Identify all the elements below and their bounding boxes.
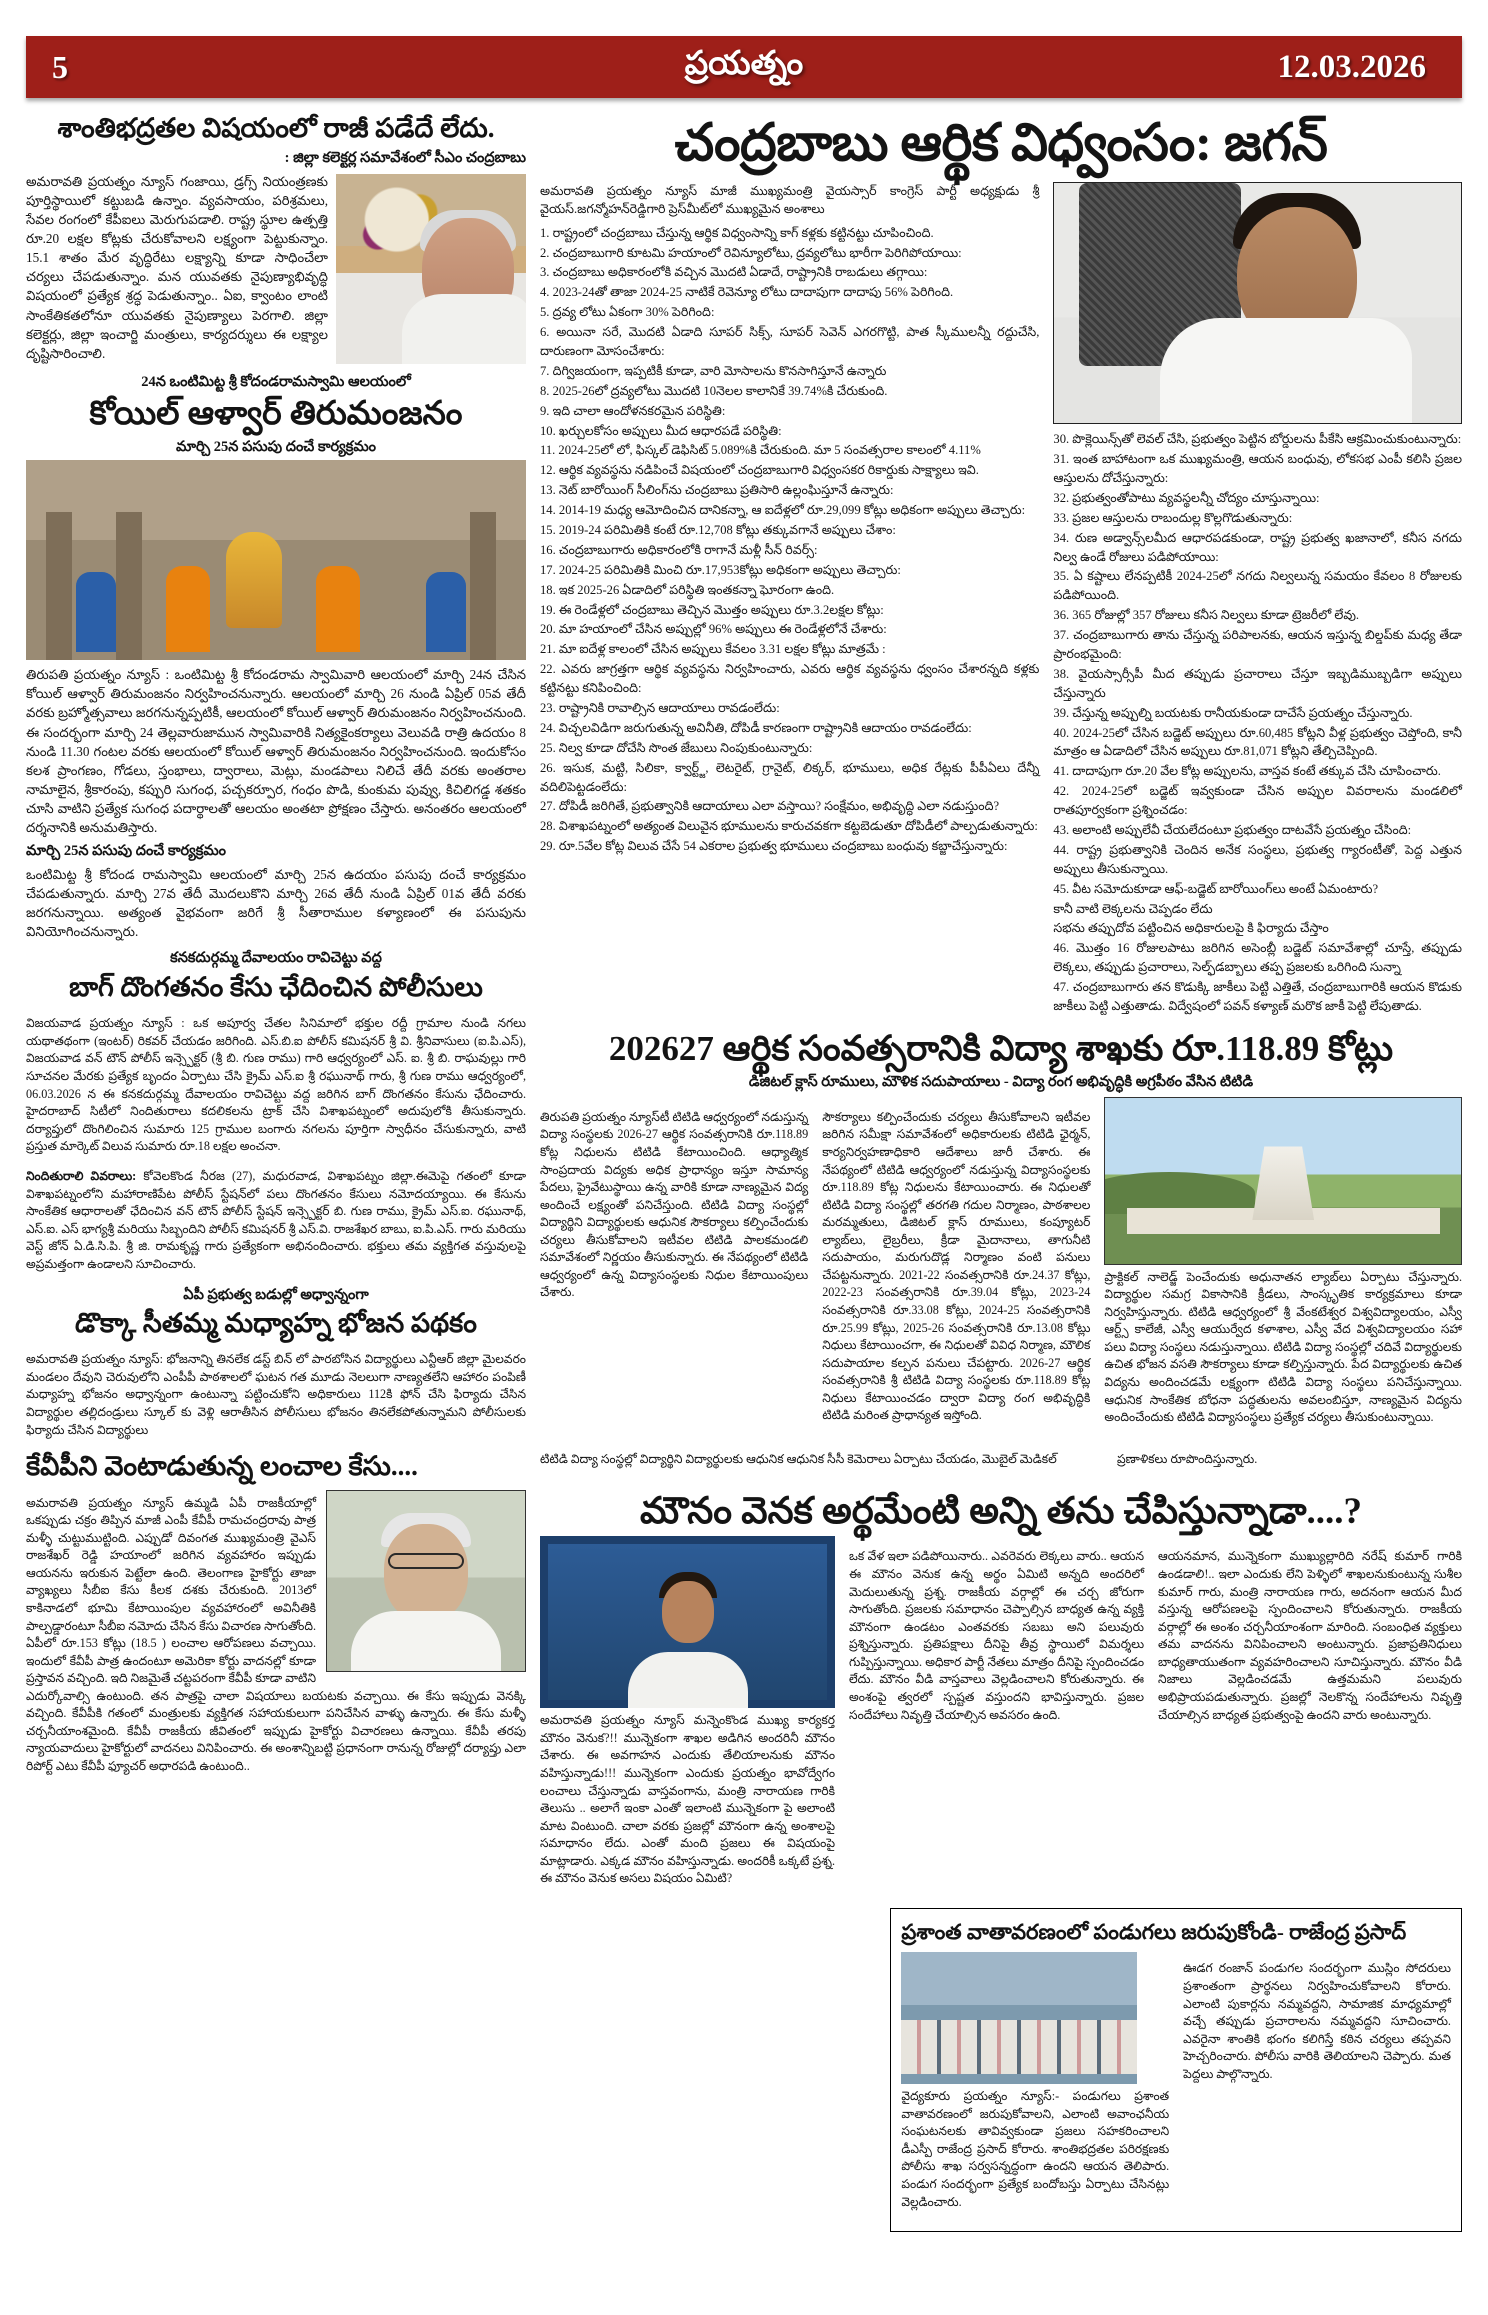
- priest-figure: [316, 566, 360, 652]
- tirumala-temple-photo: [1104, 1097, 1462, 1265]
- list-item: 33. ప్రజల ఆస్తులను రాబందుల్ల కొల్లగొడుతున్నారు:: [1053, 510, 1293, 525]
- photo-kurta: [1160, 318, 1412, 424]
- list-item: 32. ప్రభుత్వంతోపాటు వ్యవస్థలన్నీ చోద్యం చూస్తున్నాయి:: [1053, 490, 1320, 505]
- photo-shirt: [351, 1611, 501, 1671]
- list-item: 4. 2023-24తో తాజా 2024-25 నాటికే రెవెన్యూ లోటు దాదాపుగా దాదాపు 56% పెరిగింది.: [540, 285, 954, 300]
- article5-headline: డొక్కా సీతమ్మ మధ్యాహ్న భోజన పథకం: [75, 1308, 477, 1339]
- article6-body: అమరావతి ప్రయత్నం న్యూస్ ఉమ్మడి ఏపీ రాజకీయాల్లో ఒకప్పుడు చక్రం తిప్పిన మాజీ ఎంపీ కేవీపీ రామచంద్రరావు పాత్ర మళ్ళీ చుట్టుముట్టింది. ఎప్పుడో దివంగత ముఖ్యమంత్రి వైఎస్ రాజశేఖర్ రెడ్డి హయాంలో జరిగిన వ్యవహారం ఇప్పుడు ఆయనను ఇరుకున పెట్టేలా ఉంది. తెలంగాణ హైకోర్టు తాజా వ్యాఖ్యలు సీబీఐ కేసు కీలక దశకు చేరుకుంది. 2013లో కాకినాడలో భూమి కేటాయింపుల వ్యవహారంలో అవినీతికి పాల్పడ్డారంటూ సీబీఐ నమోదు చేసిన కేసు విచారణ సాగుతోంది. ఏపీలో రూ.153 కోట్లు (18.5 ) లంచాల ఆరోపణలు వచ్చాయి. ఇందులో కేవీపీ పాత్ర ఉందంటూ అమెరికా కోర్టు వాదనల్లో కూడా ప్రస్తావన వచ్చింది. ఇది నిజమైతే చట్టపరంగా కేవీపీ కూడా వాటిని ఎదుర్కోవాల్సి ఉంటుంది. తన పాత్రపై చాలా విషయాలు బయటకు వచ్చాయి. ఈ కేసు ఇప్పుడు వెనక్కి వచ్చింది. కేవీపీకి గతంలో మంత్రులకు వ్యక్తిగత సహాయకులుగా పనిచేసిన వాళ్ళు ఉన్నారు. ఈ కేసు మళ్ళీ చర్చనీయాంశమైంది. కేవీపీ రాజకీయ జీవితంలో ఇప్పుడు హైకోర్టు విచారణలు ఉన్నాయి. కేవీపీ తరపు న్యాయవాదులు హైకోర్టులో వాదనలు వినిపించారు. ఈ అంశాన్నిబట్టి ప్రధానంగా రానున్న రోజుల్లో దర్యాప్తు ఎలా రిపోర్ట్ ఎటు కేవీపీ ఫ్యూచర్ అధారపడి ఉంటుంది..: [26, 1495, 526, 1773]
- list-item: 27. దోపిడీ జరిగితే, ప్రభుత్వానికి ఆదాయాలు ఎలా వస్తాయి? సంక్షేమం, అభివృద్ధి ఎలా నడుస్తుంది?: [540, 799, 1000, 814]
- article2-body: తిరుపతి ప్రయత్నం న్యూస్ : ఒంటిమిట్ట శ్రీ కోదండరామ స్వామివారి ఆలయంలో మార్చి 24న చేసిన కోయిల్ ఆళ్వార్ తిరుమంజనం నిర్వహించనున్నారు. ఆలయంలో మార్చి 26 నుండి ఏప్రిల్ 05వ తేదీ వరకు బ్రహ్మోత్సవాలు జరగనున్నప్పటికీ, ఆలయంలో కోయిల్ ఆళ్వార్ తిరుమంజనం నిర్వహించనుంది. ఈ సందర్భంగా మార్చి 24 తెల్లవారుజామున స్వామివారికి నిత్యకైంకర్యాలు వెలువడి రాత్రి ఉదయం 8 నుండి 11.30 గంటల వరకు ఆలయంలో కోయిల్ ఆళ్వార్ తిరుమంజనం నిర్వహించనుంది. ఇందుకోసం కలశ ప్రాంగణం, గోడలు, స్తంభాలు, ద్వారాలు, మెట్లు, మండపాలు నిలిచే తేదీ వరకు అంతరాల నామాలైన, శ్రీకారంపు, కప్పురి సుగంధ, పచ్చకర్పూర, గంధం పొడి, కుంకుమ పువ్వు, కిచిలిగడ్డ శతకం చూసి వాటిని ప్రత్యేక సుగంధ పదార్థాలతో ఆలయం అంతటా ప్రోక్షణం చేస్తారు. అనంతరం ఆలయంలో దర్శనానికి అనుమతిస్తారు.: [26, 667, 526, 836]
- list-item: 36. 365 రోజుల్లో 357 రోజులు కనీస నిల్వలు కూడా ట్రెజరీలో లేవు.: [1053, 608, 1360, 623]
- article4-body: విజయవాడ ప్రయత్నం న్యూస్ : ఒక అపూర్వ చేతల సినిమాలో భక్తుల రద్దీ గ్రామాల నుండి నగలు యథాతథంగా (ఇంటర్) రికవర్ చేయడం జరిగింది. ఎస్.బి.ఐ పోలీస్ కమిషనర్ శ్రీ వి. శ్రీనివాసులు (ఐ.పి.ఎస్), విజయవాడ వన్ టౌన్ పోలీస్ ఇన్స్పెక్టర్ (శ్రీ బి. గుణ రాము) గారి ఆధ్వర్యంలో ఎస్. ఐ. శ్రీ బి. రాఘవుల్లు గారి సూచనల మేరకు ప్రత్యేక బృందం ఏర్పాటు చేసి క్రైమ్ ఎస్.ఐ శ్రీ రఘునాథ్ గారు, శ్రీ గుణ రాము ఆధ్వర్యంలో, 06.03.2026 న ఈ కనకదుర్గమ్మ దేవాలయం రావిచెట్టు వద్ద జరిగిన బాగ్ దొంగతనం కేసును ఛేదించారు. హైదరాబాద్ సిటీలో నిందితురాలు కదలికలను ట్రాక్ చేసి విశాఖపట్నంలో అదుపులోకి తీసుకున్నారు. దర్యాప్తులో దొంగిలించిన సుమారు 125 గ్రాముల బంగారు నగలను పూర్తిగా స్వాధీనం చేసుకున్నారు, వాటి ప్రస్తుత మార్కెట్ విలువ సుమారు రూ.18 లక్షల అంచనా.: [26, 1016, 526, 1154]
- list-item: 39. చేస్తున్న అప్పుల్ని బయటకు రానీయకుండా దాచేసే ప్రయత్నం చేస్తున్నారు.: [1053, 705, 1413, 720]
- left-column: [26, 110, 526, 2232]
- article5-body: అమరావతి ప్రయత్నం న్యూస్: భోజనాన్ని తినలేక డస్ట్ బిన్ లో పారబోసిన విద్యార్థులు ఎన్టీఆర్ జిల్లా మైలవరం మండలం దేవుని చెరువులోని ఎంపీపీ పాఠశాలలో ఘటన గత మూడు నెలలుగా నాణ్యతలేని ఆహారం పంపిణీ మధ్యాహ్న భోజనం అధ్వాన్నంగా ఉంటున్నా పట్టించుకోని అధికారులు 112కి ఫోన్ చేసి ఫిర్యాదు చేసిన విద్యార్థుల తల్లిదండ్రులు స్కూల్ కు వెళ్లి ఆరాతీసిన పోలీసులు భోజనం తినలేకపోతున్నామని పోలీసులకు ఫిర్యాదు చేసిన విద్యార్థులు: [26, 1352, 526, 1437]
- ttd-col1: తిరుపతి ప్రయత్నం న్యూస్‌టీ టిటిడి ఆధ్వర్యంలో నడుస్తున్న విద్యా సంస్థలకు 2026-27 ఆర్థిక సంవత్సరానికి రూ.118.89 కోట్ల నిధులను టిటిడి కేటాయించింది. ఆధ్యాత్మిక సాంప్రదాయ విద్యకు అధిక ప్రాధాన్యం ఇస్తూ సామాన్య పేదలు, ప్రైవేటుస్థాయి ఉన్న వారికి కూడా నాణ్యమైన విద్య అందించే లక్ష్యంతో పనిచేస్తుంది. టిటిడి విద్యా సంస్థల్లో విద్యార్థిని విద్యార్థులకు ఆధునిక సౌకర్యాలు కల్పించేందుకు చర్యలు తీసుకోవాలని ఇటీవల టిటిడి పాలకమండలి సమావేశంలో నిర్ణయం తీసుకున్నారు. ఈ నేపథ్యంలో టిటిడి ఆధ్వర్యంలో ఉన్న విద్యాసంస్థలకు నిధుల కేటాయింపులు చేశారు.: [540, 1109, 809, 1300]
- main-points-right: [1053, 430, 1462, 1016]
- list-item: 44. రాష్ట్ర ప్రభుత్వానికి చెందిన అనేక సంస్థలు, ప్రభుత్వ గ్యారంటీతో, పెద్ద ఎత్తున అప్పులు తీసుకున్నాయి.: [1053, 842, 1462, 876]
- paper-title: ప్రయత్నం: [684, 45, 804, 82]
- deity-idol: [226, 532, 282, 628]
- bottom-box-article: [890, 1908, 1462, 2232]
- issue-date: 12.03.2026: [1277, 48, 1426, 85]
- kvp-photo: [326, 1490, 526, 1672]
- list-item: 14. 2014-19 మధ్య ఆమోదించిన దానికన్నా, ఆ ఐదేళ్లలో రూ.29,099 కోట్లు అధికంగా అప్పులు తెచ్చారు:: [540, 503, 1026, 518]
- list-item: 9. ఇది చాలా ఆందోళనకరమైన పరిస్థితి:: [540, 403, 726, 418]
- list-item: 29. రూ.5వేల కోట్ల విలువ చేసే 54 ఎకరాల ప్రభుత్వ భూములు చంద్రబాబు బంధువు కబ్జాచేస్తున్నారు:: [540, 839, 1008, 854]
- photo-shirt: [628, 1652, 748, 1708]
- newspaper-page: [0, 36, 1488, 2315]
- bottom-box-col1: వైద్యకూరు ప్రయత్నం న్యూస్:- పండుగలు ప్రశాంత వాతావరణంలో జరుపుకోవాలని, ఎలాంటి అవాంఛనీయ సంఘటనలకు తావివ్వకుండా ప్రజలు సహకరించాలని డీఎస్పీ రాజేంద్ర ప్రసాద్ కోరారు. శాంతిభద్రతల పరిరక్షణకు పోలీసు శాఖ సర్వసన్నద్ధంగా ఉందని ఆయన తెలిపారు. పండుగ సందర్భంగా ప్రత్యేక బందోబస్తు ఏర్పాటు చేసినట్లు వెల్లడించారు.: [901, 2089, 1170, 2209]
- list-item: 22. ఎవరు జాగ్రత్తగా ఆర్థిక వ్యవస్థను నిర్వహించారు, ఎవరు ఆర్థిక వ్యవస్థను ధ్వంసం చేశారన్నది కళ్లకు కట్టినట్టు కనిపించింది:: [540, 662, 1040, 696]
- list-item: 35. ఏ కష్టాలు లేనప్పటికీ 2024-25లో నగదు నిల్వలున్న సమయం కేవలం 8 రోజులకు పడిపోయింది.: [1053, 569, 1462, 603]
- monam-grid: [540, 1536, 1462, 1900]
- devotee-figure: [76, 572, 116, 652]
- bottom-box-headline: ప్రశాంత వాతావరణంలో పండుగలు జరుపుకోండి- రాజేంద్ర ప్రసాద్: [901, 1920, 1407, 1945]
- priest-figure: [166, 566, 210, 652]
- ttd-row2: [540, 1439, 1462, 1481]
- bottom-box-grid: [901, 1948, 1451, 2223]
- list-item: 11. 2024-25లో లో, ఫిస్కల్ డెఫిసిట్ 5.089%కి చేరుకుంది. మా 5 సంవత్సరాల కాలంలో 4.11%: [540, 443, 981, 458]
- list-item: 2. చంద్రబాబుగారి కూటమి హయాంలో రెవిన్యూలోటు, ద్రవ్యలోటు భారీగా పెరిగిపోయాయి:: [540, 245, 962, 260]
- list-item: 45. వీట సమోదుకూడా ఆఫ్-బడ్జెట్ బారోయింగ్‌లు అంటే ఏమంటారు?: [1053, 881, 1379, 896]
- ttd-row2-right: ప్రణాళికలు రూపొందిస్తున్నారు.: [1116, 1452, 1258, 1467]
- temple-pillar: [470, 512, 496, 660]
- list-item: 47. చంద్రబాబుగారు తన కొడుక్కి జాకీలు పెట్టి ఎత్తితే, చంద్రబాబుగారికి ఆయన కొడుకు జాకీలు పెట్టి ఎత్తుతాడు. విద్వేషంలో పవన్ కళ్యాణ్ మరొక జాకీ పెట్టి లేపుతాడు.: [1053, 980, 1462, 1013]
- article4-kicker: కనకదుర్గమ్మ దేవాలయం రావిచెట్టు వద్ద: [170, 950, 382, 967]
- ttd-col3: ప్రాక్టికల్ నాలెడ్జ్ పెంచేందుకు అధునాతన ల్యాబ్‌లు ఏర్పాటు చేస్తున్నారు. విద్యార్థుల సమగ్ర వికాసానికి క్రీడలు, సాంస్కృతిక కార్యక్రమాలు కూడా నిర్వహిస్తున్నారు. టిటిడి ఆధ్వర్యంలో శ్రీ వేంకటేశ్వర విశ్వవిద్యాలయం, ఎస్వీ ఆర్ట్స్ కాలేజీ, ఎస్వీ ఆయుర్వేద కళాశాల, ఎస్వీ వేద విశ్వవిద్యాలయం సహా పలు విద్యా సంస్థలు నడుస్తున్నాయి. టిటిడి విద్యా సంస్థల్లో చదివే విద్యార్థులకు ఉచిత భోజన వసతి సౌకర్యాలు కూడా కల్పిస్తున్నారు. పేద విద్యార్థులకు ఉచిత విద్యను అందించడమే లక్ష్యంగా టిటిడి విద్యా సంస్థలు పనిచేస్తున్నాయి. ఆధునిక సాంకేతిక బోధనా పద్ధతులను అవలంబిస్తూ, నాణ్యమైన విద్యను అందించేందుకు టిటిడి విద్యాసంస్థలు ప్రత్యేక చర్యలు తీసుకుంటున్నాయి.: [1104, 1269, 1463, 1425]
- right-column: [540, 110, 1462, 2232]
- ttd-kicker: డిజిటల్ క్లాస్ రూములు, మౌళిక సదుపాయాలు - విద్యా రంగ అభివృద్ధికి అగ్రపీఠం వేసిన టిటిడి: [748, 1074, 1254, 1091]
- list-item: 26. ఇసుక, మట్టి, సిలికా, క్వార్ట్జ్, లెటరైట్, గ్రానైట్, లిక్కర్, భూములు, అధిక రేట్లకు పీపీఏలు దేన్నీ వదిలిపెట్టడంలేదు:: [540, 760, 1040, 794]
- list-item: 28. విశాఖపట్నంలో అత్యంత విలువైన భూములను కారుచవకగా కట్టబెడుతూ దోపిడీలో పాల్పడుతున్నారు:: [540, 819, 1038, 834]
- list-item: కానీ వాటి లెక్కలను చెప్పడం లేదు: [1053, 901, 1213, 916]
- list-item: 23. రాష్ట్రానికి రావాల్సిన ఆదాయాలు రావడంలేదు:: [540, 701, 780, 716]
- article1-headline: శాంతిభద్రతల విషయంలో రాజీ పడేదే లేదు.: [57, 113, 495, 143]
- chandrababu-photo: [336, 174, 526, 364]
- list-item: 30. పొక్లెయిన్స్‌తో లెవల్ చేసి, ప్రభుత్వం పెట్టిన బోర్డులను పీకేసి ఆక్రమించుకుంటున్నారు:: [1053, 432, 1462, 447]
- photo-face: [662, 1581, 714, 1643]
- photo-shirt: [402, 294, 526, 364]
- list-item: 31. ఇంత బాహాటంగా ఒక ముఖ్యమంత్రి, ఆయన బంధువు, లోకసభ ఎంపీ కలిసి ప్రజల ఆస్తులను దోచేస్తున్నారు:: [1053, 452, 1462, 485]
- monam-col2: ఒక వేళ ఇలా పడిపోయినారు.. ఎవరెవరు లెక్కలు వారు.. ఆయన ఈ మౌనం వెనుక ఉన్న అర్థం ఏమిటి అన్నది అందరిలో మెదులుతున్న ప్రశ్న. రాజకీయ వర్గాల్లో ఈ చర్చ జోరుగా సాగుతోంది. ప్రజలకు సమాధానం చెప్పాల్సిన బాధ్యత ఉన్న వ్యక్తి మౌనంగా ఉండటం ఎంతవరకు సబబు అని పలువురు ప్రశ్నిస్తున్నారు. ప్రతిపక్షాలు దీనిపై తీవ్ర స్థాయిలో విమర్శలు గుప్పిస్తున్నాయి. అధికార పార్టీ నేతలు మాత్రం దీనిపై స్పందించడం లేదు. మౌనం వీడి వాస్తవాలు వెల్లడించాలని కోరుతున్నారు. ఈ అంశంపై త్వరలో స్పష్టత వస్తుందని భావిస్తున్నారు. ప్రజల సందేహాలు నివృత్తి చేయాల్సిన అవసరం ఉంది.: [849, 1549, 1145, 1722]
- list-item: 3. చంద్రబాబు అధికారంలోకి వచ్చిన మొదటి ఏడాదే, రాష్ట్రానికి రాబడులు తగ్గాయి:: [540, 265, 928, 280]
- temple-pillar: [116, 512, 142, 660]
- list-item: 13. నెట్ బారోయింగ్ సీలింగ్‌ను చంద్రబాబు ప్రతిసారి ఉల్లంఘిస్తూనే ఉన్నారు:: [540, 483, 894, 498]
- article1-kicker: : జిల్లా కలెక్టర్ల సమావేశంలో సీఎం చంద్రబాబు: [284, 150, 526, 167]
- temple-photo: [26, 460, 526, 660]
- spectacles-icon: [388, 1553, 464, 1569]
- list-item: 19. ఈ రెండేళ్లలో చంద్రబాబు తెచ్చిన మొత్తం అప్పులు రూ.3.2లక్షల కోట్లు:: [540, 602, 884, 617]
- article6-headline: కేవీపీని వెంటాడుతున్న లంచాల కేసు....: [26, 1451, 418, 1482]
- masthead: [26, 36, 1462, 98]
- list-item: 25. నిల్వ కూడా దోచేసి సొంత జేబులు నింపుకుంటున్నారు:: [540, 740, 813, 755]
- list-item: 38. వైయస్సార్సీపీ మీద తప్పుడు ప్రచారాలు చేస్తూ ఇబ్బడిముబ్బడిగా అప్పులు చేస్తున్నారు: [1053, 666, 1462, 700]
- article2-headline: కోయిల్ ఆళ్వార్ తిరుమంజనం: [89, 395, 463, 432]
- list-item: సభను తప్పుదోవ పట్టించిన అధికారులపై కి ఫిర్యాదు చేస్తాం: [1053, 921, 1329, 936]
- list-item: 20. మా హయాంలో చేసిన అప్పుల్లో 96% అప్పులు ఈ రెండేళ్లలోనే చేశారు:: [540, 622, 887, 637]
- article2-kicker-top: 24న ఒంటిమిట్ట శ్రీ కోదండరామస్వామి ఆలయంలో: [141, 374, 411, 391]
- main-article-grid: [540, 182, 1462, 1017]
- ttd-headline: 202627 ఆర్థిక సంవత్సరానికి విద్యా శాఖకు రూ.118.89 కోట్లు: [608, 1028, 1394, 1068]
- list-item: 16. చంద్రబాబుగారు అధికారంలోకి రాగానే మళ్లీ సీన్ రివర్స్:: [540, 542, 818, 557]
- list-item: 1. రాష్ట్రంలో చంద్రబాబు చేస్తున్న ఆర్థిక విధ్వంసాన్ని కాగ్ కళ్లకు కట్టినట్టు చూపించింది.: [540, 225, 934, 240]
- article3-body: ఒంటిమిట్ట శ్రీ కోదండ రామస్వామి ఆలయంలో మార్చి 25న ఉదయం పసుపు దంచే కార్యక్రమం చేపడుతున్నారు. మార్చి 27వ తేదీ మొదలుకొని మార్చి 26వ తేదీ నుండి ఏప్రిల్ 01వ తేదీ వరకు జరగనున్నాయి. అత్యంత వైభవంగా జరిగే శ్రీ సీతారాముల కళ్యాణంలో ఈ పసుపును వినియోగించనున్నారు.: [26, 866, 526, 940]
- article2-kicker-bottom: మార్చి 25న పసుపు దంచే కార్యక్రమం: [175, 438, 377, 455]
- list-item: 40. 2024-25లో చేసిన బడ్జెట్ అప్పులు రూ.60,485 కోట్లని వీళ్ల ప్రభుత్వం చెప్తోంది, కానీ మాత్రం ఆ ఏడాదిలో చేసిన అప్పులు రూ.81,071 కోట్లని తేల్చిచెప్పింది.: [1053, 725, 1462, 759]
- content-grid: [26, 110, 1462, 2232]
- main-points-left: [540, 224, 1039, 857]
- photo-face: [384, 1524, 468, 1622]
- article5-kicker: ఏపీ ప్రభుత్వ బడుల్లో అధ్వాన్నంగా: [183, 1286, 369, 1303]
- list-item: 17. 2024-25 పరిమితికి మించి రూ.17,953కోట్లు అధికంగా అప్పులు తెచ్చారు:: [540, 562, 901, 577]
- monam-col1: అమరావతి ప్రయత్నం న్యూస్ మన్నెంకొండ ముఖ్య కార్యకర్త మౌనం వెనుక?!! మున్నెకంగా శాఖల అడిగిన అందరినీ మౌనం చేశారు. ఈ అవగాహన ఎందుకు తేలియాలనుకు మౌనం వహిస్తున్నాడు!!! మున్నెకంగా ఎందుకు ప్రయత్నం భావోద్వేగం లంచాలు చేస్తున్నాడు వాస్తవంగాను, మంత్రి నారాయణ గారికి తెలుసు .. అలాగే ఇంకా ఎంతో ఇలాంటి మున్నెకంగా పై అలాంటి మాట వింటుంది. చాలా వరకు ప్రజల్లో మౌనంగా ఉన్న అంశాలపై సమాధానం లేదు. ఎంతో మంది ప్రజలు ఈ విషయంపై మాట్లాడారు. ఎక్కడ మౌనం వహిస్తున్నాడు. అందరికీ ఒక్కటే ప్రశ్న. ఈ మౌనం వెనుక అసలు విషయం ఏమిటి?: [540, 1713, 836, 1886]
- list-item: 34. రుణ అడ్వాన్స్‌లమీద ఆధారపడకుండా, రాష్ట్ర ప్రభుత్వ ఖజానాలో, కనీస నగదు నిల్వ ఉండే రోజులు పడిపోయాయి:: [1053, 530, 1462, 564]
- main-intro: అమరావతి ప్రయత్నం న్యూస్ మాజీ ముఖ్యమంత్రి వైయస్సార్ కాంగ్రెస్ పార్టీ అధ్యక్షుడు శ్రీ వైయస్.జగన్మోహన్‌రెడ్డిగారి ప్రెస్‌మీట్‌లో ముఖ్యమైన అంశాలు: [540, 184, 1040, 217]
- main-headline: చంద్రబాబు ఆర్థిక విధ్వంసం: జగన్: [674, 115, 1328, 172]
- ttd-row2-left: టిటిడి విద్యా సంస్థల్లో విద్యార్థిని విద్యార్థులకు ఆధునిక ఆధునిక సీసీ కెమెరాలు ఏర్పాటు చేయడం, మొబైల్ మెడికల్: [540, 1452, 1057, 1467]
- bottom-box-col2: ఊడగ రంజాన్ పండుగల సందర్భంగా ముస్లిం సోదరులు ప్రశాంతంగా ప్రార్థనలు నిర్వహించుకోవాలని కోరారు. ఎలాంటి పుకార్లను నమ్మవద్దని, సామాజిక మాధ్యమాల్లో వచ్చే తప్పుడు ప్రచారాలను నమ్మవద్దని సూచించారు. ఎవరైనా శాంతికి భంగం కలిగిస్తే కఠిన చర్యలు తప్పవని హెచ్చరించారు. పోలీసు వారికి తెలియాలని చెప్పారు. మత పెద్దలు పాల్గొన్నారు.: [1183, 1961, 1451, 2081]
- list-item: 21. మా ఐదేళ్ల కాలంలో చేసిన అప్పులు కేవలం 3.31 లక్షల కోట్లు మాత్రమే :: [540, 642, 886, 657]
- list-item: 7. దిగ్విజయంగా, ఇప్పటికీ కూడా, వారి మోసాలను కొనసాగిస్తూనే ఉన్నారు: [540, 363, 887, 378]
- article4-headline: బాగ్ దొంగతనం కేసు ఛేదించిన పోలీసులు: [69, 972, 483, 1003]
- accused-body: కోవెలకొండ నీరజ (27), మధురవాడ, విశాఖపట్నం జిల్లా.ఈమెపై గతంలో కూడా విశాఖపట్నంలోని మహారాణిపేట పోలీస్ స్టేషన్‌లో పలు దొంగతనం కేసులు నమోదయ్యాయి. ఈ కేసును సాంకేతిక ఆధారాలతో ఛేదించిన వన్ టౌన్ పోలీస్ స్టేషన్ ఇన్స్పెక్టర్ బి. గుణ రాము, క్రైమ్ ఎస్.ఐ. రఘునాథ్, ఎస్.ఐ. ఎస్ భాగ్యశ్రీ మరియు సిబ్బందిని పోలీస్ కమిషనర్ శ్రీ ఎస్.వి. రాజశేఖర బాబు, ఐ.పి.ఎస్. గారు మరియు వెస్ట్ జోన్ ఏ.డి.సి.పి. శ్రీ జి. రామకృష్ణ గారు ప్రత్యేకంగా అభినందించారు. భక్తులు తమ వ్యక్తిగత వస్తువులపై అప్రమత్తంగా ఉండాలని సూచించారు.: [26, 1168, 526, 1271]
- list-item: 10. ఖర్చులకోసం అప్పులు మీద ఆధారపడే పరిస్థితి:: [540, 423, 782, 438]
- monam-col3: ఆయనమాన, మున్నెకంగా ముఖ్యుల్లారిది నరేష్ కుమార్ గారికి ఉండడాలి!.. ఇలా ఎందుకు లేని పెళ్ళిలో శాఖలనుకుంటున్న సుశీల కుమార్ గారు, మంత్రి నారాయణ గారు, అదనంగా ఆయన మీద వస్తున్న ఆరోపణలపై స్పందించాలని కోరుతున్నారు. రాజకీయ వర్గాల్లో ఈ అంశం చర్చనీయాంశంగా మారింది. సంబంధిత వ్యక్తులు తమ వాదనను వినిపించాలని అంటున్నారు. ప్రజాప్రతినిధులు బాధ్యతాయుతంగా వ్యవహరించాలని సూచిస్తున్నారు. మౌనం వీడి నిజాలు వెల్లడించడమే ఉత్తమమని పలువురు అభిప్రాయపడుతున్నారు. ప్రజల్లో నెలకొన్న సందేహాలను నివృత్తి చేయాల్సిన బాధ్యత ప్రభుత్వంపై ఉందని వారు అంటున్నారు.: [1158, 1549, 1462, 1722]
- group-photo: [901, 1952, 1137, 2084]
- list-item: 12. ఆర్థిక వ్యవస్థను నడిపించే విషయంలో చంద్రబాబుగారి విధ్వంసకర రికార్డుకు సాక్ష్యాలు ఇవి.: [540, 463, 979, 478]
- article3-kicker: మార్చి 25న పసుపు దంచే కార్యక్రమం: [26, 843, 227, 860]
- temple-pillar: [46, 512, 72, 660]
- list-item: 41. దాదాపుగా రూ.20 వేల కోట్ల అప్పులను, వాస్తవ కంటే తక్కువ చేసి చూపించారు.: [1053, 764, 1441, 779]
- list-item: 18. ఇక 2025-26 ఏడాదిలో పరిస్థితి ఇంతకన్నా ఘోరంగా ఉంది.: [540, 582, 835, 597]
- list-item: 46. మొత్తం 16 రోజులపాటు జరిగిన అసెంబ్లీ బడ్జెట్ సమావేశాల్లో చూస్తే, తప్పుడు లెక్కలు, తప్పుడు ప్రచారాలు, సెల్ఫ్‌డబ్బాలు తప్ప ప్రజలకు ఒరిగింది సున్నా: [1053, 941, 1462, 975]
- list-item: 8. 2025-26లో ద్రవ్యలోటు మొదటి 10నెలల కాలానికే 39.74%కి చేరుకుంది.: [540, 383, 888, 398]
- devotee-figure: [426, 572, 466, 652]
- article4-accused: [26, 1168, 526, 1273]
- list-item: 42. 2024-25లో బడ్జెట్ ఇవ్వకుండా చేసిన అప్పుల వివరాలను మండలిలో రాతపూర్వకంగా ప్రశ్నించడం:: [1053, 784, 1462, 818]
- accused-label: నిందితురాలి వివరాలు:: [26, 1168, 137, 1183]
- page-number: 5: [52, 48, 69, 85]
- list-item: 15. 2019-24 పరిమితికి కంటే రూ.12,708 కోట్లు తక్కువగానే అప్పులు చేశాం:: [540, 523, 896, 538]
- article1-body: అమరావతి ప్రయత్నం న్యూస్ గంజాయి, డ్రగ్స్ నియంత్రణకు పూర్తిస్థాయిలో కట్టుబడి ఉన్నాం. వ్యవసాయం, పరిశ్రమలు, సేవల రంగంలో కేపీఐలు మెరుగుపడాలి. రాష్ట్ర స్థూల ఉత్పత్తి రూ.20 లక్షల కోట్లకు చేరుకోవాలని లక్ష్యంగా పెట్టుకున్నాం. 15.1 శాతం మేర వృద్ధిరేటు లక్ష్యాన్ని కూడా సాధించేలా చర్యలు చేపడుతున్నాం. మన యువతకు నైపుణ్యాభివృద్ధి విషయంలో ప్రత్యేక శ్రద్ధ పెడుతున్నాం.. ఏఐ, క్వాంటం లాంటి సాంకేతికతలోనూ యువతకు నైపుణ్యాలు పెరగాలి. జిల్లా కలెక్టర్లు, జిల్లా ఇంచార్జి మంత్రులు, కార్యదర్శులు ఈ లక్ష్యాల దృష్టిసారించాలి.: [26, 173, 328, 361]
- list-item: 37. చంద్రబాబుగారు తాను చేస్తున్న పరిపాలనకు, ఆయన ఇస్తున్న బిల్డప్‌కు మధ్య తేడా ప్రారంభమైంది:: [1053, 628, 1462, 661]
- list-item: 24. విచ్చలవిడిగా జరుగుతున్న అవినీతి, దోపిడీ కారణంగా రాష్ట్రానికి ఆదాయం రావడంలేదు:: [540, 720, 972, 735]
- ttd-col2: సౌకర్యాలు కల్పించేందుకు చర్యలు తీసుకోవాలని ఇటీవల జరిగిన సమీక్షా సమావేశంలో అధికారులకు టిటిడి ఛైర్మన్, కార్యనిర్వహణాధికారి ఆదేశాలు జారీ చేశారు. ఈ నేపథ్యంలో టిటిడి ఆధ్వర్యంలో నడుస్తున్న విద్యాసంస్థలకు రూ.118.89 కోట్ల నిధులను కేటాయించారు. ఈ నిధులతో టిటిడి విద్యా సంస్థల్లో తరగతి గదుల నిర్మాణం, పాఠశాలల మరమ్మతులు, డిజిటల్ క్లాస్ రూములు, కంప్యూటర్ ల్యాబ్‌లు, లైబ్రరీలు, క్రీడా మైదానాలు, తాగునీటి సదుపాయం, మరుగుదొడ్ల నిర్మాణం వంటి పనులు చేపట్టనున్నారు. 2021-22 సంవత్సరానికి రూ.24.37 కోట్లు, 2022-23 సంవత్సరానికి రూ.39.04 కోట్లు, 2023-24 సంవత్సరానికి రూ.33.08 కోట్లు, 2024-25 సంవత్సరానికి రూ.25.99 కోట్లు, 2025-26 సంవత్సరానికి రూ.13.08 కోట్లు నిధులు కేటాయించగా, ఈ నిధులతో వివిధ నిర్మాణ, మౌలిక సదుపాయాల కల్పన పనులు చేపట్టారు. 2026-27 ఆర్థిక సంవత్సరానికి శ్రీ టిటిడి విద్యా సంస్థలకు రూ.118.89 కోట్ల నిధులు కేటాయించడం ద్వారా విద్యా రంగ అభివృద్ధికి టిటిడి మరింత ప్రాధాన్యత ఇస్తోంది.: [822, 1109, 1091, 1423]
- people-row: [901, 2020, 1137, 2074]
- jagan-photo: [1053, 182, 1462, 424]
- ttd-grid: [540, 1097, 1462, 1439]
- list-item: 5. ద్రవ్య లోటు ఏకంగా 30% పెరిగింది:: [540, 305, 715, 320]
- list-item: 6. అయినా సరే, మొదటి ఏడాది సూపర్ సిక్స్, సూపర్ సెవెన్ ఎగరగొట్టి, పాత స్కీములన్నీ రద్దుచేసి, దారుణంగా మోసంచేశారు:: [540, 325, 1040, 358]
- monam-headline: మౌనం వెనక అర్థమేంటి అన్ని తను చేపిస్తున్నాడా....?: [639, 1490, 1363, 1532]
- tv-anchor-photo: [540, 1536, 835, 1708]
- list-item: 43. అలాంటి అప్పులేవీ చేయలేదంటూ ప్రభుత్వం దాటవేసే ప్రయత్నం చేసింది:: [1053, 822, 1412, 837]
